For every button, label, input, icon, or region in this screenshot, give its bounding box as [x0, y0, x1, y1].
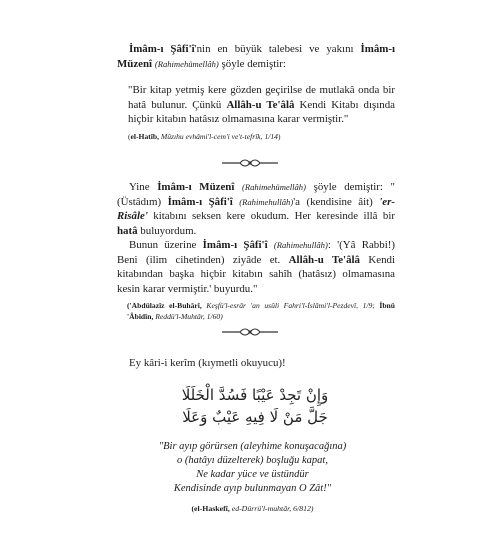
ornament-divider-2 — [220, 326, 280, 338]
paragraph-1: İmâm-ı Şâfi'î'nin en büyük talebesi ve yakını İmâm-ı Müzenî (Rahimehümellâh) şöyle demiştir: — [117, 43, 395, 70]
citation-3: (el-Haskefî, ed-Dürrü'l-muhtâr, 6/812) — [191, 504, 314, 513]
name-imam-shafii: İmâm-ı Şâfi'î — [129, 43, 195, 55]
ornament-divider-1 — [220, 157, 280, 169]
paragraph-3: Bunun üzerine İmâm-ı Şâfi'î (Rahimehullâh): '(Yâ Rabbi!) Beni (ilim cihetinden) ziyâde et. Allâh-u Te'âlâ Kendi kitabından başka hiçbir kitabın sahîh (hatâsız) olmamasına kesin karar vermiştir.' buyurdu." — [117, 239, 396, 295]
arabic-verse-2: جَلَّ مَنْ لَا فِيهِ عَيْبٌ وَعَلَا — [182, 408, 328, 426]
quote-1: "Bir kitap yetmiş kere gözden geçirilse de mutlakâ onda bir hatâ bulunur. Çünkü Allâh-u Te'âlâ Kendi Kitabı dışında hiçbir kitabın hatâsız olmamasına karar vermiştir." (el-Hatîb, Mûzıhu evhâmi'l-cem'i ve't-tefrîk, 1/14) — [128, 84, 396, 141]
paragraph-2: Yine İmâm-ı Müzenî (Rahimehümellâh) şöyle demiştir: "(Üstâdım) İmâm-ı Şâfi'î (Rahimehullâh)'a (kendisine âit) 'er-Risâle' kitabını seksen kere okudum. Her keresinde illâ bir hatâ buluyordum. Bunun üzerine İmâm-ı Şâfi'î (Rahimehullâh): '(Yâ Rabbi!) Beni (ilim cihetinden) ziyâde et. Allâh-u Te'âlâ Kendi kitabından başka hiçbir kitabın sahîh (hatâsız) olmamasına kesin karar vermiştir.' buyurdu." ('Abdülazîz el-Buhârî, Keşfü'l-esrâr 'an usûli Fahri'l-İslâmi'l-Pezdevî, 1/9; İbnü 'Âbidîn, Reddü'l-Muhtâr, 1/60) — [117, 181, 396, 321]
verse-translation: "Bir ayıp görürsen (aleyhime konuşacağına) o (hatâyı düzelterek) boşluğu kapat, Ne kadar yüce ve üstündür Kendisinde ayıp bulunmayan O Zât!" — [158, 441, 347, 494]
citation-2: ('Abdülazîz el-Buhârî, Keşfü'l-esrâr 'an usûli Fahri'l-İslâmi'l-Pezdevî, 1/9; İbnü 'Âbidîn, Reddü'l-Muhtâr, 1/60) — [127, 301, 396, 321]
citation-1: (el-Hatîb, Mûzıhu evhâmi'l-cem'i ve't-tefrîk, 1/14) — [128, 131, 281, 141]
arabic-verse-1: وَإِنْ تَجِدْ عَيْبًا فَسُدَّ الْخَلَلَا — [181, 386, 329, 404]
reader-address: Ey kâri-i kerîm (kıymetli okuyucu)! — [129, 357, 286, 369]
